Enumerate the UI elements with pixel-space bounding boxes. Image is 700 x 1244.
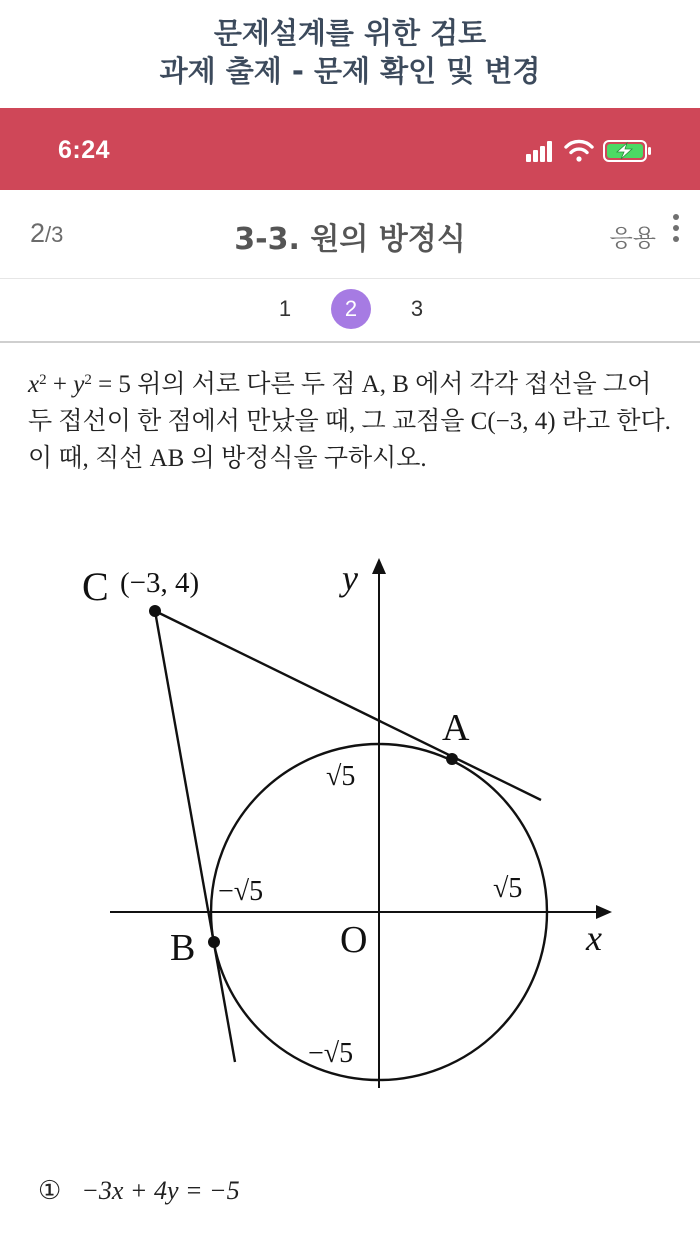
x-axis-arrow (596, 905, 612, 919)
status-icons (526, 138, 676, 164)
eq-rest: = 5 (91, 371, 131, 398)
question-tabs (0, 279, 700, 343)
status-time: 6:24 (58, 136, 111, 164)
eq-plus: + (46, 371, 74, 398)
tick-right: √5 (493, 873, 523, 904)
status-bar (0, 108, 700, 190)
signal-icon (526, 141, 552, 162)
tab-2[interactable]: 2 (331, 289, 371, 329)
label-a: A (442, 707, 470, 749)
choice-number: ① (38, 1176, 62, 1206)
caption (0, 0, 700, 108)
eq-x: x (28, 371, 40, 398)
header (0, 190, 700, 279)
caption-line-1: 문제설계를 위한 검토 (213, 16, 487, 50)
wifi-icon (566, 141, 592, 161)
label-o: O (340, 919, 368, 961)
tick-bottom: −√5 (308, 1038, 354, 1069)
apply-button[interactable]: 응용 (609, 224, 656, 252)
y-axis-arrow (372, 558, 386, 574)
point-a (446, 753, 458, 765)
axis-y-label: y (342, 558, 358, 598)
problem-figure (0, 540, 700, 1104)
caption-line-2: 과제 출제 - 문제 확인 및 변경 (159, 54, 541, 88)
axis-x-label: x (586, 918, 602, 958)
page-total: /3 (45, 222, 64, 247)
eq-y: y (73, 371, 85, 398)
more-vertical-icon[interactable] (672, 214, 680, 248)
tick-left: −√5 (218, 876, 264, 907)
problem-text (28, 366, 678, 477)
eq-sup-2: 2 (84, 372, 92, 388)
page-title: 3-3. 원의 방정식 (234, 222, 466, 257)
tab-1[interactable]: 1 (278, 296, 292, 321)
answer-choice-1[interactable] (38, 1176, 240, 1206)
label-c: C (82, 564, 109, 609)
label-b: B (170, 927, 196, 969)
tick-top: √5 (326, 761, 356, 792)
battery-charging-icon (604, 141, 651, 161)
label-c-coords: (−3, 4) (120, 567, 200, 599)
problem-body: 위의 서로 다른 두 점 A, B 에서 각각 접선을 그어 두 접선이 한 점에서 만났을 때, 그 교점을 C(−3, 4) 라고 한다. 이 때, 직선 AB 의 방정식을 구하시오. (28, 371, 671, 472)
tangent-line-cb (155, 611, 235, 1062)
eq-sup-1: 2 (39, 372, 47, 388)
tab-3[interactable]: 3 (410, 296, 424, 321)
point-c (149, 605, 161, 617)
page-current: 2 (30, 218, 46, 248)
point-b (208, 936, 220, 948)
choice-text: −3x + 4y = −5 (81, 1176, 240, 1205)
